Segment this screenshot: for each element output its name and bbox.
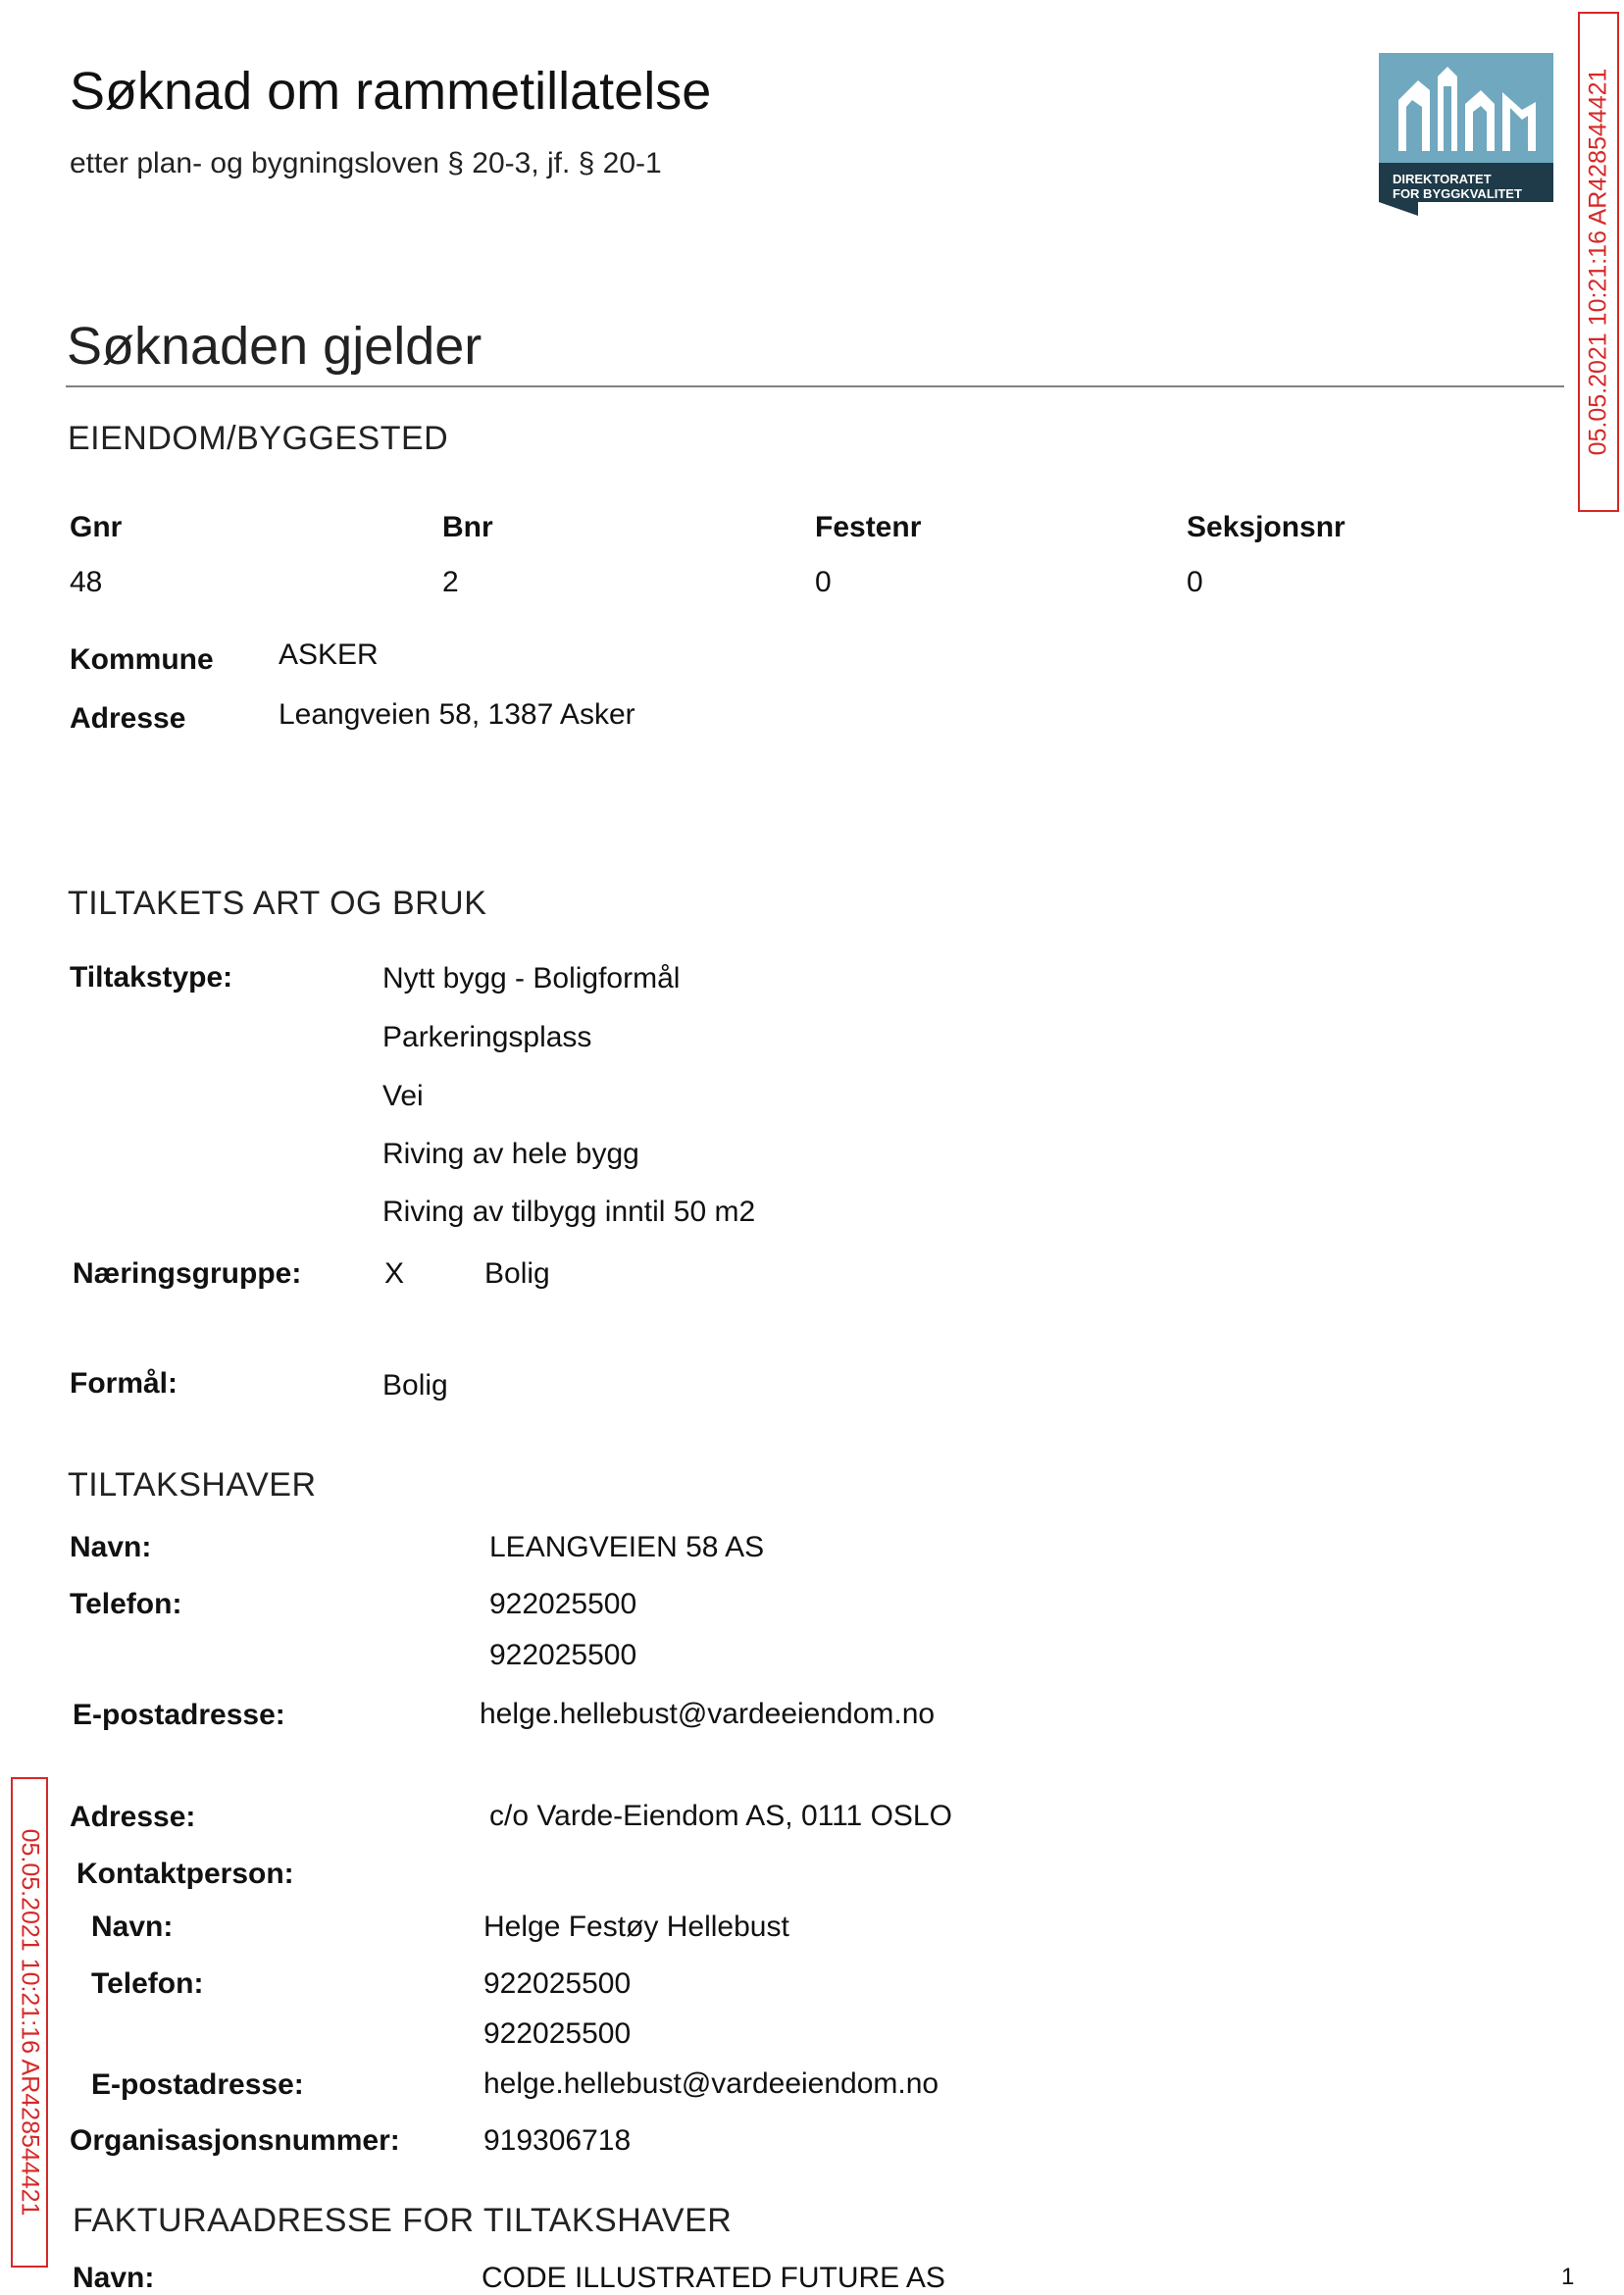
faktura-heading: FAKTURAADRESSE FOR TILTAKSHAVER <box>73 2202 733 2239</box>
receipt-stamp-bottom <box>11 1777 48 2268</box>
naeringsgruppe-value: Bolig <box>484 1257 550 1290</box>
tiltakshaver-telefon-label: Telefon: <box>70 1588 182 1620</box>
gnr-label: Gnr <box>70 511 123 543</box>
stamp-text: 05.05.2021 10:21:16 AR428544421 <box>16 1828 44 2217</box>
kontakt-epost-value: helge.hellebust@vardeeiendom.no <box>483 2067 939 2100</box>
faktura-navn-label: Navn: <box>73 2262 155 2294</box>
tiltakstype-label: Tiltakstype: <box>70 961 233 994</box>
document-title: Søknad om rammetillatelse <box>70 62 712 121</box>
stamp-text: 05.05.2021 10:21:16 AR428544421 <box>1584 68 1612 456</box>
bnr-label: Bnr <box>442 511 493 543</box>
tiltakstype-item: Parkeringsplass <box>382 1021 592 1053</box>
tiltakshaver-telefon-value: 922025500 <box>489 1639 637 1671</box>
tiltakshaver-navn-value: LEANGVEIEN 58 AS <box>489 1531 765 1563</box>
orgnr-label: Organisasjonsnummer: <box>70 2124 400 2157</box>
formal-value: Bolig <box>382 1369 448 1402</box>
kontakt-telefon-value: 922025500 <box>483 2017 632 2050</box>
eiendom-heading: EIENDOM/BYGGESTED <box>68 420 449 457</box>
kommune-label: Kommune <box>70 643 214 676</box>
seksjonsnr-value: 0 <box>1187 566 1203 598</box>
tiltakshaver-adresse-value: c/o Varde-Eiendom AS, 0111 OSLO <box>489 1800 952 1832</box>
receipt-stamp-top <box>1578 12 1619 512</box>
tiltakshaver-telefon-value: 922025500 <box>489 1588 637 1620</box>
seksjonsnr-label: Seksjonsnr <box>1187 511 1345 543</box>
adresse-label: Adresse <box>70 702 186 735</box>
tiltakshaver-epost-value: helge.hellebust@vardeeiendom.no <box>480 1698 936 1730</box>
document-subtitle: etter plan- og bygningsloven § 20-3, jf. § 20-1 <box>70 147 662 179</box>
tiltakshaver-navn-label: Navn: <box>70 1531 152 1563</box>
tiltakstype-item: Riving av tilbygg inntil 50 m2 <box>382 1196 756 1228</box>
formal-label: Formål: <box>70 1367 178 1400</box>
tiltakstype-item: Nytt bygg - Boligformål <box>382 962 681 994</box>
page-number: 1 <box>1561 2264 1575 2290</box>
kommune-value: ASKER <box>279 638 379 671</box>
section-divider <box>66 385 1564 387</box>
tiltakstype-item: Riving av hele bygg <box>382 1138 639 1170</box>
gnr-value: 48 <box>70 566 103 598</box>
festenr-label: Festenr <box>815 511 922 543</box>
kontakt-telefon-value: 922025500 <box>483 1967 632 2000</box>
festenr-value: 0 <box>815 566 832 598</box>
kontakt-epost-label: E-postadresse: <box>91 2068 304 2101</box>
naeringsgruppe-label: Næringsgruppe: <box>73 1257 302 1290</box>
tiltakshaver-adresse-label: Adresse: <box>70 1801 196 1833</box>
tiltakshaver-epost-label: E-postadresse: <box>73 1699 285 1731</box>
tiltakshaver-heading: TILTAKSHAVER <box>68 1466 317 1504</box>
naeringsgruppe-code: X <box>384 1257 405 1290</box>
tiltakstype-item: Vei <box>382 1080 424 1112</box>
kontakt-navn-label: Navn: <box>91 1911 174 1943</box>
logo-text-line1: DIREKTORATET <box>1393 172 1492 186</box>
kontaktperson-label: Kontaktperson: <box>76 1858 294 1890</box>
orgnr-value: 919306718 <box>483 2124 632 2157</box>
kontakt-navn-value: Helge Festøy Hellebust <box>483 1911 789 1943</box>
kontakt-telefon-label: Telefon: <box>91 1967 204 2000</box>
section-heading-soknaden-gjelder: Søknaden gjelder <box>67 317 482 376</box>
adresse-value: Leangveien 58, 1387 Asker <box>279 698 635 731</box>
faktura-navn-value: CODE ILLUSTRATED FUTURE AS <box>482 2262 945 2294</box>
bnr-value: 2 <box>442 566 459 598</box>
tiltak-heading: TILTAKETS ART OG BRUK <box>68 885 487 922</box>
logo-text-line2: FOR BYGGKVALITET <box>1393 186 1522 201</box>
dibk-logo <box>1379 53 1553 216</box>
